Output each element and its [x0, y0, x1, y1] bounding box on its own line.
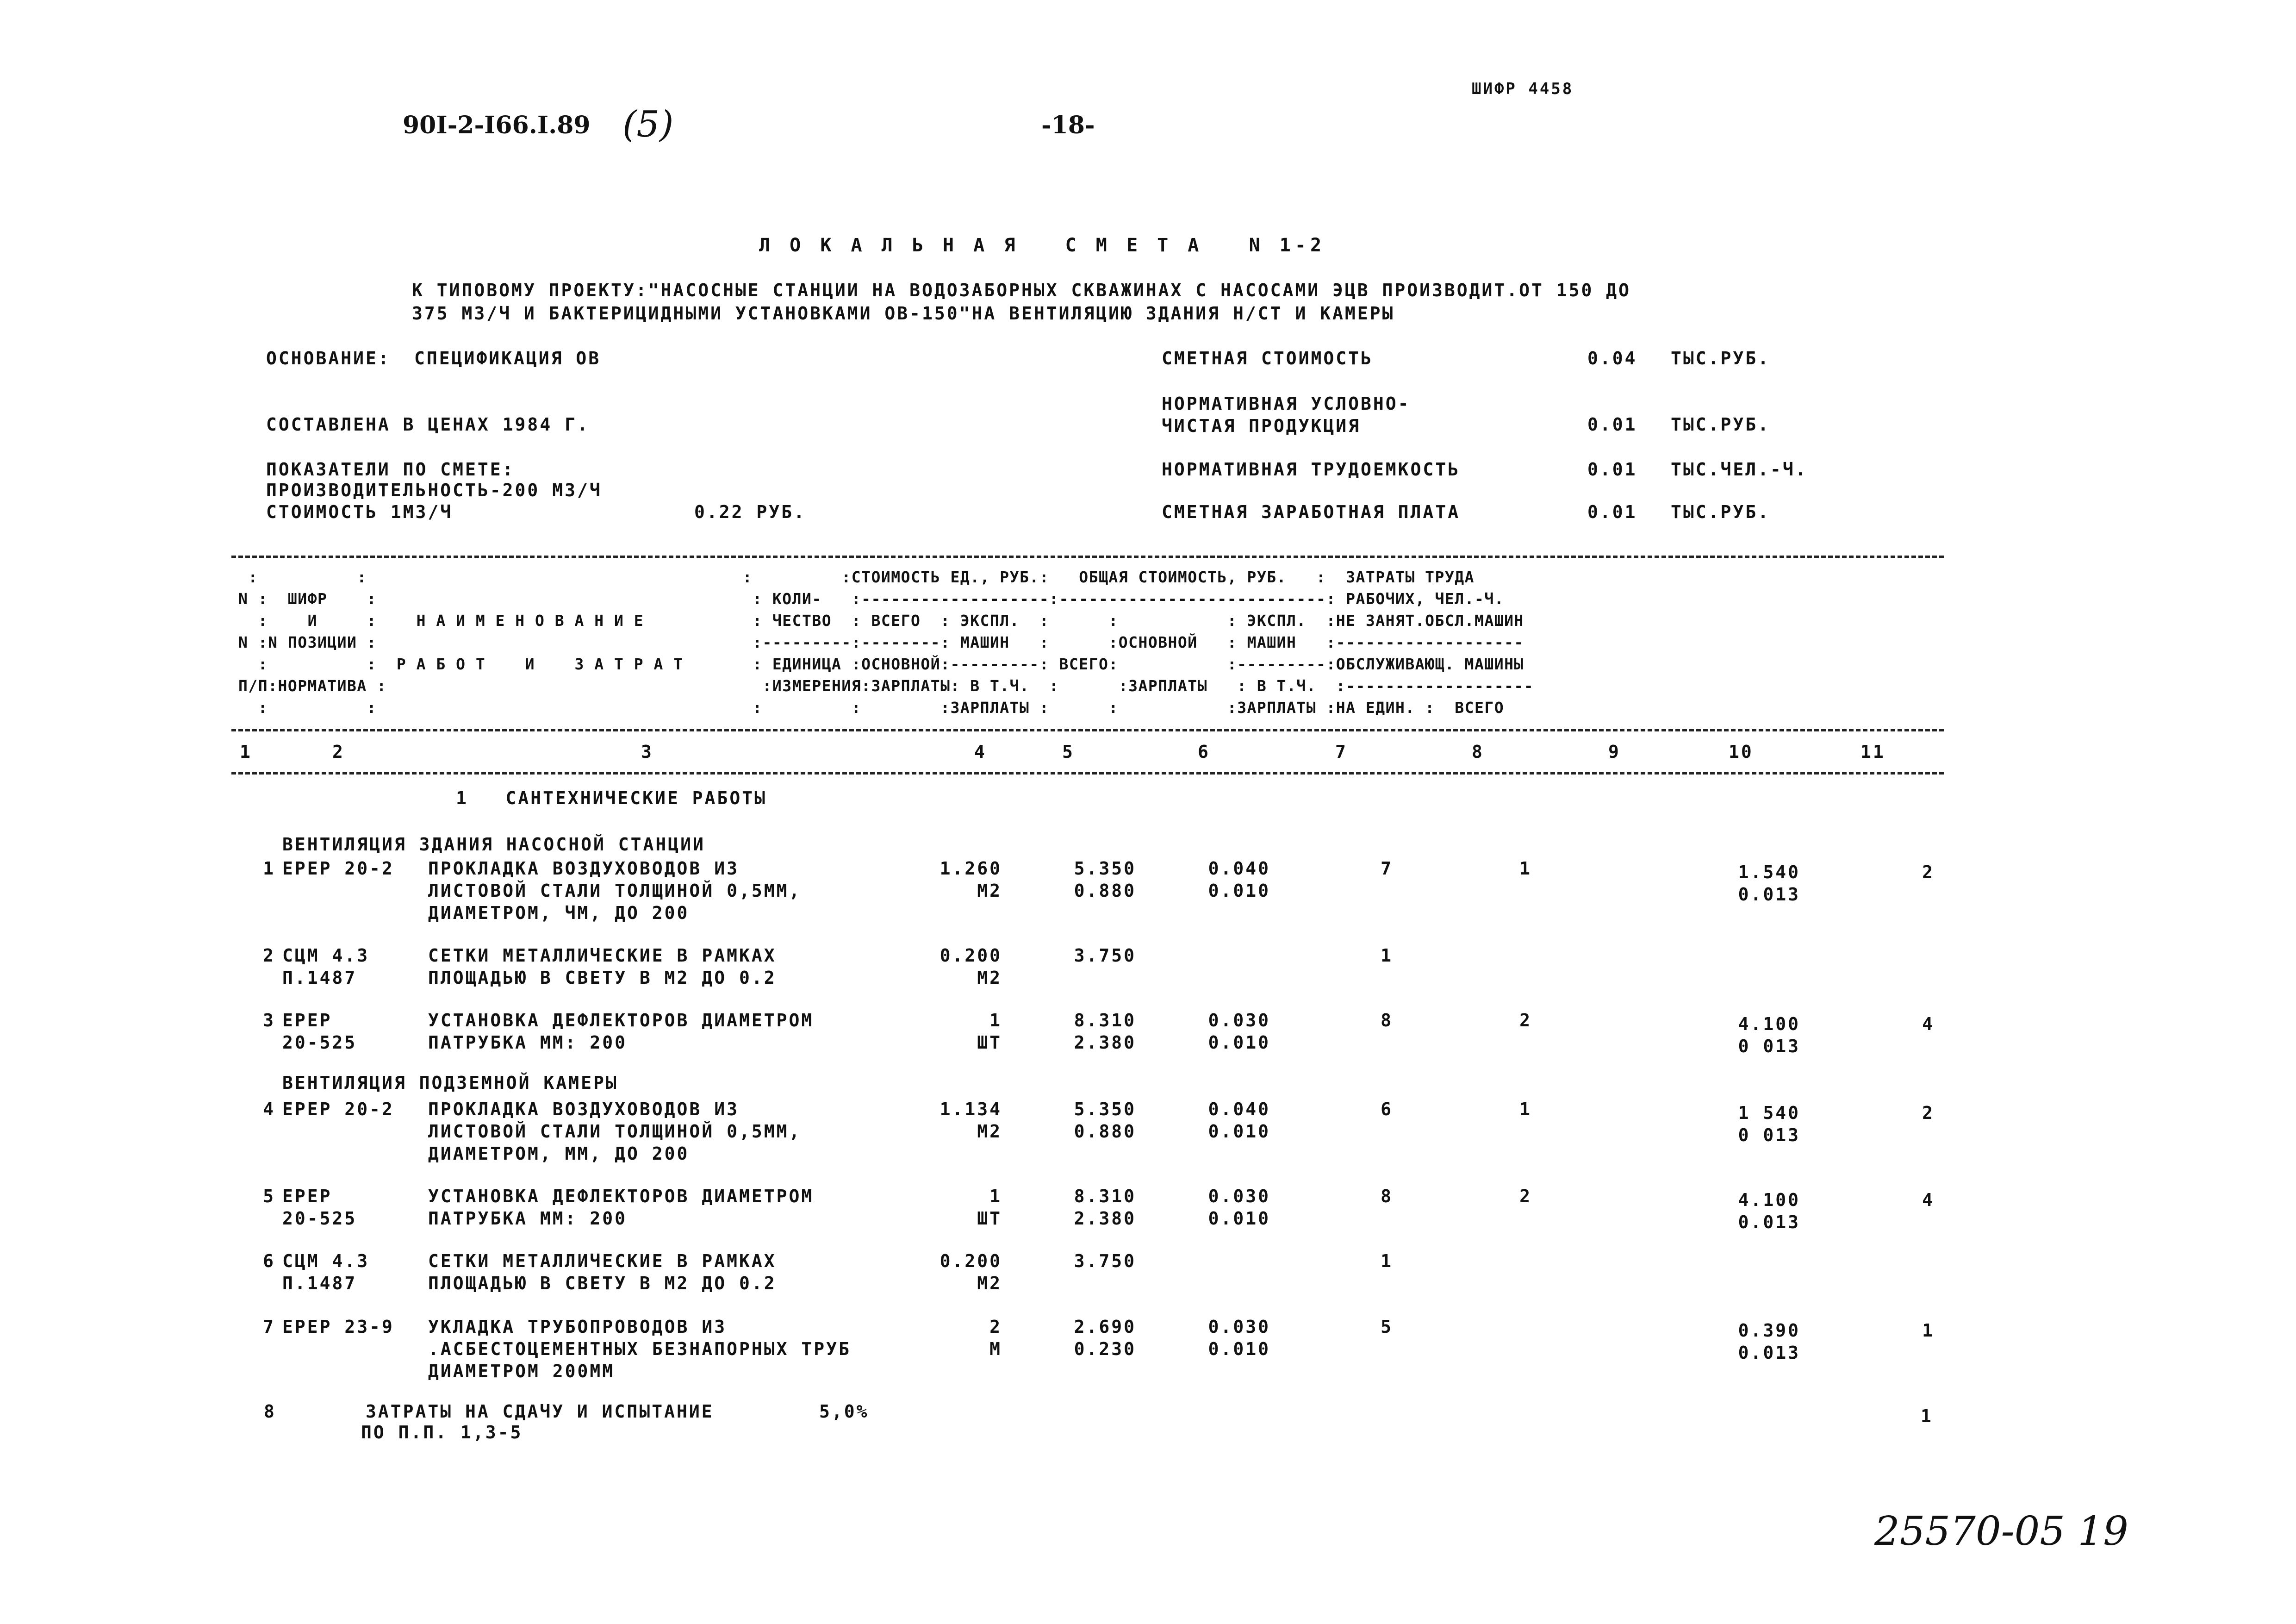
cell-base-wage: 2	[1519, 1010, 1532, 1031]
cell-cost-wage: 2.380	[1074, 1208, 1136, 1229]
cell-mach-wage: 0.010	[1208, 1121, 1270, 1142]
cell-cost-wage: 2.380	[1074, 1032, 1136, 1053]
summary-label-cost: СМЕТНАЯ СТОИМОСТЬ	[1162, 348, 1373, 369]
cell-name: СЕТКИ МЕТАЛЛИЧЕСКИЕ В РАМКАХ ПЛОЩАДЬЮ В СВЕТУ В М2 ДО 0.2	[428, 945, 777, 988]
table-header-line: : И : Н А И М Е Н О В А Н И Е : ЧЕСТВО : ВСЕГО : ЭКСПЛ. : : : ЭКСПЛ. :НЕ ЗАНЯТ.ОБСЛ.МАШИН	[238, 612, 1524, 630]
table-header-line: N : ШИФР : : КОЛИ- :-------------------:---------------------------: РАБОЧИХ, ЧЕЛ.-Ч.	[238, 590, 1505, 608]
cell-qty: 2	[989, 1317, 1002, 1337]
cell-labor-total: 4	[1922, 1014, 1935, 1034]
cell-mach: 0.030	[1208, 1186, 1270, 1206]
table-header-line: N :N ПОЗИЦИИ : :---------:--------: МАШИН : :ОСНОВНОЙ : МАШИН :-------------------	[238, 633, 1524, 651]
cell-mach: 0.030	[1208, 1010, 1270, 1031]
summary-value-product: 0.01	[1587, 414, 1637, 435]
summary-label-labor: НОРМАТИВНАЯ ТРУДОЕМКОСТЬ	[1162, 459, 1461, 480]
cell-num: 7	[263, 1317, 275, 1337]
cell-code: ЕРЕР 23-9	[282, 1317, 394, 1337]
cell-name: ПРОКЛАДКА ВОЗДУХОВОДОВ ИЗ ЛИСТОВОЙ СТАЛИ ТОЛЩИНОЙ 0,5ММ, ДИАМЕТРОМ, ЧМ, ДО 200	[428, 858, 802, 923]
prices-label: СОСТАВЛЕНА В ЦЕНАХ 1984 Г.	[266, 414, 590, 435]
table-header-line: П/П:НОРМАТИВА : :ИЗМЕРЕНИЯ:ЗАРПЛАТЫ: В Т.Ч. : :ЗАРПЛАТЫ : В Т.Ч. :-------------------	[238, 677, 1534, 695]
table-rule-top	[231, 556, 1944, 558]
cell-qty: 0.200	[940, 1251, 1002, 1271]
summary-value-labor: 0.01	[1587, 459, 1637, 480]
group-title: ВЕНТИЛЯЦИЯ ПОДЗЕМНОЙ КАМЕРЫ	[282, 1073, 618, 1093]
cell-code: ЕРЕР 20-525	[282, 1010, 357, 1053]
cell-name: УСТАНОВКА ДЕФЛЕКТОРОВ ДИАМЕТРОМ ПАТРУБКА ММ: 200	[428, 1010, 814, 1053]
section-title: 1 САНТЕХНИЧЕСКИЕ РАБОТЫ	[456, 788, 767, 808]
column-number: 1	[240, 742, 252, 762]
cell-unit: ШТ	[977, 1032, 1002, 1053]
row-labor-total: 1	[1921, 1406, 1933, 1426]
cell-name: УКЛАДКА ТРУБОПРОВОДОВ ИЗ .АСБЕСТОЦЕМЕНТНЫХ БЕЗНАПОРНЫХ ТРУБ ДИАМЕТРОМ 200ММ	[428, 1317, 851, 1381]
cell-mach: 0.030	[1208, 1317, 1270, 1337]
row-name: ЗАТРАТЫ НА СДАЧУ И ИСПЫТАНИЕ	[366, 1401, 714, 1422]
cell-total: 8	[1381, 1186, 1393, 1206]
cell-unit: М2	[977, 881, 1002, 901]
cell-name: СЕТКИ МЕТАЛЛИЧЕСКИЕ В РАМКАХ ПЛОЩАДЬЮ В СВЕТУ В М2 ДО 0.2	[428, 1251, 777, 1293]
cell-total: 1	[1381, 1251, 1393, 1271]
row-number: 8	[264, 1401, 276, 1422]
cell-mach-wage: 0.010	[1208, 1032, 1270, 1053]
summary-label-product: НОРМАТИВНАЯ УСЛОВНО- ЧИСТАЯ ПРОДУКЦИЯ	[1162, 394, 1411, 436]
cell-cost-total: 3.750	[1074, 945, 1136, 966]
cell-labor-unit: 4.100	[1738, 1014, 1800, 1034]
column-number: 6	[1198, 742, 1210, 762]
cell-cost-wage: 0.230	[1074, 1339, 1136, 1359]
cell-labor-total: 4	[1922, 1190, 1935, 1210]
subtitle-line-1: К ТИПОВОМУ ПРОЕКТУ:"НАСОСНЫЕ СТАНЦИИ НА ВОДОЗАБОРНЫХ СКВАЖИНАХ С НАСОСАМИ ЭЦВ ПРОИЗВОДИТ.ОТ 150 ДО	[412, 280, 1631, 300]
page-title: Л О К А Л Ь Н А Я С М Е Т А N 1-2	[759, 235, 1326, 256]
cell-mach: 0.040	[1208, 858, 1270, 879]
cell-cost-total: 8.310	[1074, 1010, 1136, 1031]
cell-num: 3	[263, 1010, 275, 1031]
column-number: 8	[1472, 742, 1484, 762]
cell-labor-mach: 0.013	[1738, 1212, 1800, 1232]
column-number: 2	[332, 742, 345, 762]
indicator-unit-cost-value: 0.22 РУБ.	[694, 502, 806, 522]
summary-unit-labor: ТЫС.ЧЕЛ.-Ч.	[1671, 459, 1808, 480]
column-number: 4	[974, 742, 987, 762]
cell-labor-total: 2	[1922, 862, 1935, 882]
cell-labor-mach: 0.013	[1738, 1343, 1800, 1363]
column-number: 9	[1608, 742, 1621, 762]
column-number: 7	[1335, 742, 1348, 762]
summary-value-wage: 0.01	[1587, 502, 1637, 522]
table-rule-numbers	[231, 772, 1944, 775]
cell-unit: М2	[977, 968, 1002, 988]
cell-cost-total: 5.350	[1074, 1099, 1136, 1119]
column-number: 11	[1860, 742, 1885, 762]
row-percent: 5,0%	[819, 1401, 869, 1422]
group-title: ВЕНТИЛЯЦИЯ ЗДАНИЯ НАСОСНОЙ СТАНЦИИ	[282, 834, 705, 855]
column-number: 10	[1729, 742, 1754, 762]
cell-name: ПРОКЛАДКА ВОЗДУХОВОДОВ ИЗ ЛИСТОВОЙ СТАЛИ ТОЛЩИНОЙ 0,5ММ, ДИАМЕТРОМ, ММ, ДО 200	[428, 1099, 802, 1164]
cell-cost-wage: 0.880	[1074, 1121, 1136, 1142]
cell-qty: 1	[989, 1186, 1002, 1206]
cell-code: СЦМ 4.3 П.1487	[282, 945, 370, 988]
cell-name: УСТАНОВКА ДЕФЛЕКТОРОВ ДИАМЕТРОМ ПАТРУБКА ММ: 200	[428, 1186, 814, 1229]
cell-total: 7	[1381, 858, 1393, 879]
row-reference: ПО П.П. 1,3-5	[361, 1422, 523, 1443]
cell-num: 6	[263, 1251, 275, 1271]
cell-code: ЕРЕР 20-2	[282, 858, 394, 879]
cell-cost-wage: 0.880	[1074, 881, 1136, 901]
cell-labor-total: 1	[1922, 1320, 1935, 1341]
cell-qty: 1.260	[940, 858, 1002, 879]
cell-unit: М2	[977, 1121, 1002, 1142]
cell-base-wage: 1	[1519, 1099, 1532, 1119]
cell-labor-unit: 0.390	[1738, 1320, 1800, 1341]
indicators-title: ПОКАЗАТЕЛИ ПО СМЕТЕ:	[266, 459, 515, 480]
cell-labor-total: 2	[1922, 1103, 1935, 1123]
column-number: 3	[641, 742, 653, 762]
basis-value: СПЕЦИФИКАЦИЯ ОВ	[414, 348, 601, 369]
basis-label: ОСНОВАНИЕ:	[266, 348, 391, 369]
cell-num: 1	[263, 858, 275, 879]
cell-mach-wage: 0.010	[1208, 881, 1270, 901]
cell-base-wage: 1	[1519, 858, 1532, 879]
column-number: 5	[1062, 742, 1075, 762]
cell-base-wage: 2	[1519, 1186, 1532, 1206]
table-rule-header	[231, 729, 1944, 731]
cell-labor-unit: 1.540	[1738, 862, 1800, 882]
cell-labor-unit: 4.100	[1738, 1190, 1800, 1210]
summary-unit-cost: ТЫС.РУБ.	[1671, 348, 1771, 369]
summary-unit-wage: ТЫС.РУБ.	[1671, 502, 1771, 522]
handwritten-stamp: 25570-05 19	[1874, 1508, 2128, 1555]
cell-mach-wage: 0.010	[1208, 1339, 1270, 1359]
cell-code: СЦМ 4.3 П.1487	[282, 1251, 370, 1293]
summary-value-cost: 0.04	[1587, 348, 1637, 369]
cell-cost-total: 3.750	[1074, 1251, 1136, 1271]
summary-unit-product: ТЫС.РУБ.	[1671, 414, 1771, 435]
summary-label-wage: СМЕТНАЯ ЗАРАБОТНАЯ ПЛАТА	[1162, 502, 1461, 522]
cell-cost-total: 2.690	[1074, 1317, 1136, 1337]
subtitle-line-2: 375 М3/Ч И БАКТЕРИЦИДНЫМИ УСТАНОВКАМИ ОВ-150"НА ВЕНТИЛЯЦИЮ ЗДАНИЯ Н/СТ И КАМЕРЫ	[412, 303, 1395, 324]
cell-qty: 0.200	[940, 945, 1002, 966]
document-code: 90I-2-I66.I.89	[403, 111, 591, 139]
cell-total: 8	[1381, 1010, 1393, 1031]
cell-cost-total: 5.350	[1074, 858, 1136, 879]
indicator-unit-cost: СТОИМОСТЬ 1М3/Ч	[266, 502, 453, 522]
cell-total: 6	[1381, 1099, 1393, 1119]
page-number: -18-	[1041, 111, 1095, 139]
document-mark: (5)	[622, 104, 674, 145]
cell-unit: М	[989, 1339, 1002, 1359]
cell-mach: 0.040	[1208, 1099, 1270, 1119]
cell-labor-unit: 1 540	[1738, 1103, 1800, 1123]
cell-num: 4	[263, 1099, 275, 1119]
cell-cost-total: 8.310	[1074, 1186, 1136, 1206]
cell-labor-mach: 0 013	[1738, 1036, 1800, 1056]
cell-unit: ШТ	[977, 1208, 1002, 1229]
cell-total: 1	[1381, 945, 1393, 966]
cell-num: 2	[263, 945, 275, 966]
cell-num: 5	[263, 1186, 275, 1206]
cell-qty: 1	[989, 1010, 1002, 1031]
cell-qty: 1.134	[940, 1099, 1002, 1119]
table-header-line: : : : : :ЗАРПЛАТЫ : : :ЗАРПЛАТЫ :НА ЕДИН. : ВСЕГО	[238, 699, 1505, 717]
cell-mach-wage: 0.010	[1208, 1208, 1270, 1229]
cell-code: ЕРЕР 20-525	[282, 1186, 357, 1229]
table-header-line: : : : :СТОИМОСТЬ ЕД., РУБ.: ОБЩАЯ СТОИМОСТЬ, РУБ. : ЗАТРАТЫ ТРУДА	[238, 568, 1475, 586]
cell-code: ЕРЕР 20-2	[282, 1099, 394, 1119]
cell-labor-mach: 0.013	[1738, 884, 1800, 905]
cipher-label: ШИФР 4458	[1472, 80, 1574, 98]
cell-total: 5	[1381, 1317, 1393, 1337]
cell-unit: М2	[977, 1273, 1002, 1293]
table-header-line: : : Р А Б О Т И З А Т Р А Т : ЕДИНИЦА :ОСНОВНОЙ:---------: ВСЕГО: :---------:ОБСЛУЖИВАЮЩ. МАШИНЫ	[238, 655, 1524, 673]
indicator-productivity: ПРОИЗВОДИТЕЛЬНОСТЬ-200 М3/Ч	[266, 480, 602, 500]
cell-labor-mach: 0 013	[1738, 1125, 1800, 1145]
